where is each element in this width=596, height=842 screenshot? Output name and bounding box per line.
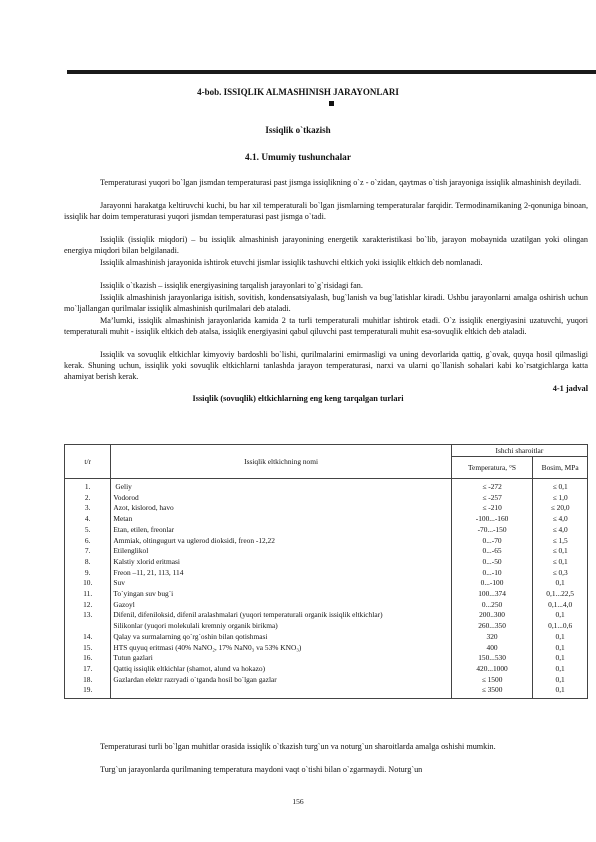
pressure-value: 0,1 [555,663,565,673]
col-header-group: Ishchi sharoitlar [451,445,587,457]
carrier-name: Ammiak, oltingugurt va uglerod dioksidi, freon -12,22 [113,535,275,545]
temperature-value: -100...-160 [475,514,509,524]
pressure-value: ≤ 0,1 [552,556,568,566]
temperature-column [451,479,532,699]
pressure-value: 0,1 [555,631,565,641]
col-header-name: Issiqlik eltkichning nomi [111,445,451,479]
pressure-value: ≤ 1,0 [552,492,568,502]
carrier-name: Etan, etilen, freonlar [113,524,175,534]
paragraph: Issiqlik o`tkazish – issiqlik energiyasining tarqalish jarayonlari to`g`risidagi fan. [100,281,363,290]
row-num: 12. [83,599,93,609]
temperature-value: 420...1000 [476,663,508,673]
row-num [67,621,108,632]
paragraph: Turg`un jarayonlarda qurilmaning temperatura maydoni vaqt o`tishi bilan o`zgarmaydi. Noturg`un [100,765,423,774]
pressure-value: 0,1 [555,610,565,620]
pressure-value: 0,1 [555,642,565,652]
col-header-temp: Temperatura, °S [451,457,532,479]
carrier-name: Gazoyl [113,599,135,609]
temperature-value: 320 [486,631,498,641]
pressure-column [533,479,588,699]
temperature-value: ≤ -210 [482,503,502,513]
carrier-name: Qattiq issiqlik eltkichlar (shamot, alund va hokazo) [113,663,266,673]
paragraph: Jarayonni harakatga keltiruvchi kuchi, bu har xil temperaturali bo`lgan jismlarning temperaturalar farqidir. Termodinamikaning 2-qonuniga binoan, issiqlik har doim temperaturasi yuqori jismdan temperaturasi past jismga o`tadi. [64,201,588,221]
pressure-value: 0,1 [555,685,565,695]
row-num: 17. [83,663,93,673]
row-num: 9. [84,567,91,577]
row-num: 7. [84,546,91,556]
row-num: 5. [84,524,91,534]
col-header-pressure: Bosim, MPa [533,457,588,479]
temperature-value: 100...374 [478,589,506,599]
carrier-name: Silikonlar (yuqori molekulali kremniy organik birikma) [113,621,278,631]
row-num: 11. [83,589,93,599]
paragraph: Temperaturasi yuqori bo`lgan jismdan temperaturasi past jismga issiqlikning o`z - o`zidan, qaytmas o`tish jarayoniga issiqlik almashinish deyiladi. [100,178,582,187]
subsection-title: 4.1. Umumiy tushunchalar [245,153,351,163]
carrier-name: Metan [113,514,133,524]
carrier-name: Gazlardan elektr razryadi o`tganda hosil bo`lgan gazlar [113,674,277,684]
table-number: 4-1 jadval [552,384,588,393]
pressure-value: ≤ 20,0 [550,503,570,513]
row-num: 8. [84,556,91,566]
carrier-name: Azot, kislorod, havo [113,503,174,513]
pressure-value: 0,1...0,6 [548,621,573,631]
temperature-value: -70...-150 [477,524,507,534]
row-num: 4. [84,514,91,524]
pressure-value: ≤ 4,0 [552,514,568,524]
paragraph: Issiqlik (issiqlik miqdori) – bu issiqlik almashinish jarayonining energetik xarakteristikasi bo`lib, jarayon mobaynida uzatilgan yoki olingan energiya miqdori bilan belgilanadi. [64,235,588,255]
pressure-value: 0,1 [555,578,565,588]
top-rule [67,70,596,74]
row-num: 19. [83,685,93,695]
row-num: 3. [84,503,91,513]
pressure-value: ≤ 1,5 [552,535,568,545]
temperature-value: ≤ -272 [482,482,502,491]
pressure-value: ≤ 0,3 [552,567,568,577]
carrier-name: Etilenglikol [113,546,149,556]
temperature-value: 0...-65 [482,546,502,556]
temperature-value: 260...350 [478,621,506,631]
row-num: 10. [83,578,93,588]
temperature-value: 150...530 [478,653,506,663]
pressure-value: ≤ 0,1 [552,482,568,491]
carrier-name: HTS quyuq eritmasi (40% NaNO₂, 17% NaN0₃ va 53% KNO₃) [113,642,302,652]
temperature-value: 0...-50 [482,556,502,566]
heat-carrier-table [64,444,588,699]
row-num: 15. [83,642,93,652]
paragraph: Issiqlik almashinish jarayonida ishtirok etuvchi jismlar issiqlik tashuvchi eltkich yoki issiqlik eltkich deb nomlanadi. [100,258,483,267]
temperature-value: ≤ 3500 [481,685,503,695]
chapter-title: 4-bob. ISSIQLIK ALMASHINISH JARAYONLARI [197,87,399,97]
pressure-value: 0,1 [555,653,565,663]
carrier-name: Qalay va surmalarning qo`rg`oshin bilan qotishmasi [113,631,268,641]
temperature-value: ≤ -257 [482,492,502,502]
row-num: 6. [84,535,91,545]
paragraph: Temperaturasi turli bo`lgan muhitlar orasida issiqlik o`tkazish turg`un va noturg`un sharoitlarda amalga oshishi mumkin. [100,742,496,751]
pressure-value: 0,1...22,5 [546,589,574,599]
paragraph: Issiqlik almashinish jarayonlariga isitish, sovitish, kondensatsiyalash, bug`lanish va bug`latishlar kiradi. Ushbu jarayonlarni amalga oshirish uchun mo`ljallangan qurilmalar issiqlik almashinish qurilmalari deb ataladi. [64,293,588,313]
carrier-name: To`yingan suv bug`i [113,589,174,599]
section-title: Issiqlik o`tkazish [265,125,331,135]
temperature-value: 0...-70 [482,535,502,545]
temperature-value: 200..300 [479,610,505,620]
name-column [111,479,451,699]
carrier-name: Geliy [115,482,132,491]
temperature-value: 0...-10 [482,567,502,577]
page-number: 156 [292,797,304,806]
carrier-name: Freon –11, 21, 113, 114 [113,567,184,577]
temperature-value: 0...250 [481,599,503,609]
row-num: 13. [83,610,93,620]
row-num: 14. [83,631,93,641]
carrier-name: Vodorod [113,492,139,502]
pressure-value: 0,1 [555,674,565,684]
temperature-value: 400 [486,642,498,652]
square-bullet-icon [329,101,334,106]
pressure-value: 0,1...4,0 [548,599,573,609]
pressure-value: ≤ 0,1 [552,546,568,556]
col-header-num: t/r [65,445,111,479]
carrier-name: Tutun gazlari [113,653,153,663]
row-num: 1. [84,482,91,491]
row-num: 2. [84,492,91,502]
table-title: Issiqlik (sovuqlik) eltkichlarning eng keng tarqalgan turlari [192,394,404,403]
paragraph: Ma’lumki, issiqlik almashinish jarayonlarida kamida 2 ta turli temperaturali muhitlar ishtirok etadi. O`z issiqlik energiyasini uzatuvchi, yuqori temperaturali muhit - issiqlik eltkich deb atalsa, issiqlik energiyasini qabul qiluvchi past temperaturali muhit esa-sovuqlik eltkich deb ataladi. [64,316,588,336]
carrier-name: Kalstiy xlorid eritmasi [113,556,180,566]
temperature-value: 0...-100 [480,578,504,588]
row-num: 18. [83,674,93,684]
carrier-name: Difenil, difeniloksid, difenil aralashmalari (yuqori temperaturali organik issiqlik eltkichlar) [113,610,383,620]
pressure-value: ≤ 4,0 [552,524,568,534]
temperature-value: ≤ 1500 [481,674,503,684]
carrier-name: Suv [113,578,125,588]
row-num: 16. [83,653,93,663]
paragraph: Issiqlik va sovuqlik eltkichlar kimyoviy bardoshli bo`lishi, qurilmalarini emirmasligi va uning devorlarida qattiq, g`ovak, quyqa hosil qilmasligi kerak. Shuning uchun, issiqlik yoki sovuqlik eltkichlarni tanlashda jarayon temperaturasi, narxi va ularni qo`llanish sohalari kabi ko`rsatgichlarga katta ahamiyat berish kerak. [64,350,588,381]
num-column [65,479,111,699]
